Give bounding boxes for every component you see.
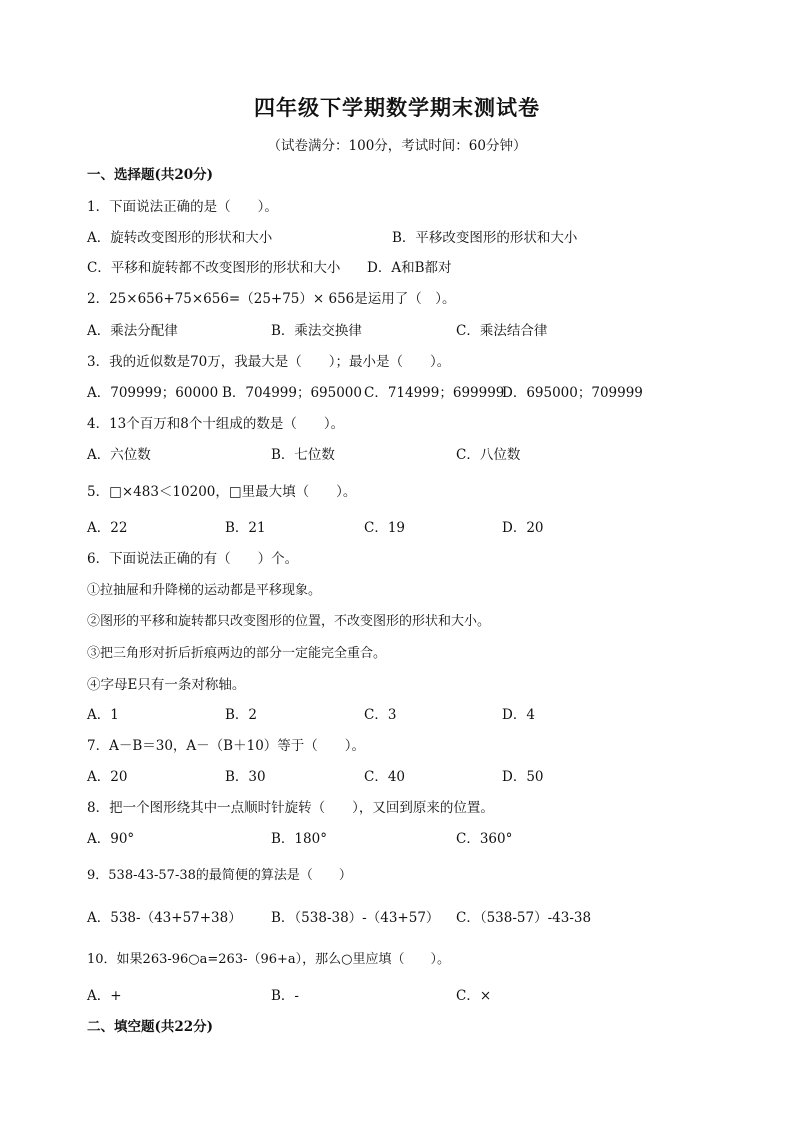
question-5-option-b: B．21	[225, 520, 266, 536]
question-9-option-a: A．538-（43+57+38）	[87, 910, 242, 926]
question-3-option-b: B．704999；695000	[222, 385, 362, 401]
question-6-statement-3: ③把三角形对折后折痕两边的部分一定能完全重合。	[87, 646, 387, 661]
question-10-option-b: B．-	[271, 988, 299, 1004]
question-6-statement-2: ②图形的平移和旋转都只改变图形的位置，不改变图形的形状和大小。	[87, 614, 491, 629]
question-6-stem: 6．下面说法正确的有（ ）个。	[87, 551, 299, 567]
question-2-option-a: A．乘法分配律	[87, 323, 178, 339]
page-title: 四年级下学期数学期末测试卷	[254, 95, 540, 120]
question-9-stem: 9．538-43-57-38的最简便的算法是（ ）	[87, 868, 352, 883]
question-9-option-c: C．（538-57）-43-38	[456, 910, 592, 926]
question-7-option-d: D．50	[502, 769, 544, 785]
question-3-stem: 3．我的近似数是70万，我最大是（ ）；最小是（ ）。	[87, 354, 451, 370]
question-5-option-a: A．22	[87, 520, 128, 536]
section-heading-choice: 一、选择题(共20分)	[87, 167, 214, 183]
question-6-statement-4: ④字母E只有一条对称轴。	[87, 677, 246, 693]
question-1-option-d: D．A和B都对	[367, 260, 452, 276]
question-1-option-a: A．旋转改变图形的形状和大小	[87, 230, 273, 246]
question-6-statement-1: ①拉抽屉和升降梯的运动都是平移现象。	[87, 583, 322, 598]
question-4-option-b: B．七位数	[271, 447, 335, 463]
question-6-option-c: C．3	[364, 707, 397, 723]
question-3-option-d: D．695000；709999	[502, 385, 643, 401]
question-3-option-a: A．709999；60000	[87, 385, 219, 401]
question-7-option-c: C．40	[364, 769, 406, 785]
question-5-stem: 5．□×483＜10200，□里最大填（ ）。	[87, 484, 357, 500]
page-subtitle: （试卷满分：100分，考试时间：60分钟）	[267, 138, 527, 154]
question-2-option-b: B．乘法交换律	[271, 323, 362, 339]
question-2-option-c: C．乘法结合律	[456, 323, 548, 339]
question-6-option-d: D．4	[502, 707, 535, 723]
question-8-option-b: B．180°	[271, 831, 327, 847]
question-7-option-a: A．20	[87, 769, 128, 785]
question-7-stem: 7．A－B＝30，A－（B＋10）等于（ ）。	[87, 738, 366, 754]
question-7-option-b: B．30	[225, 769, 266, 785]
question-6-option-a: A．1	[87, 707, 119, 723]
question-6-option-b: B．2	[225, 707, 258, 723]
question-1-stem: 1．下面说法正确的是（ ）。	[87, 199, 278, 215]
question-10-stem: 10．如果263-96○a=263-（96+a），那么○里应填（ ）。	[87, 952, 451, 967]
question-5-option-d: D．20	[502, 520, 544, 536]
question-4-option-c: C．八位数	[456, 447, 521, 463]
question-4-stem: 4．13个百万和8个十组成的数是（ ）。	[87, 416, 345, 432]
question-5-option-c: C．19	[364, 520, 406, 536]
question-8-option-a: A．90°	[87, 831, 135, 847]
question-1-option-b: B．平移改变图形的形状和大小	[392, 230, 578, 246]
question-8-stem: 8．把一个图形绕其中一点顺时针旋转（ ），又回到原来的位置。	[87, 800, 494, 816]
question-10-option-c: C．×	[456, 988, 492, 1004]
section-heading-fill-in: 二、填空题(共22分)	[87, 1019, 214, 1035]
question-3-option-c: C．714999；699999	[364, 385, 505, 401]
question-10-option-a: A．+	[87, 988, 122, 1004]
question-9-option-b: B．（538-38）-（43+57）	[271, 910, 440, 926]
question-8-option-c: C．360°	[456, 831, 513, 847]
question-1-option-c: C．平移和旋转都不改变图形的形状和大小	[87, 260, 341, 276]
question-4-option-a: A．六位数	[87, 447, 151, 463]
question-2-stem: 2．25×656+75×656=（25+75）× 656是运用了（ ）。	[87, 291, 456, 307]
